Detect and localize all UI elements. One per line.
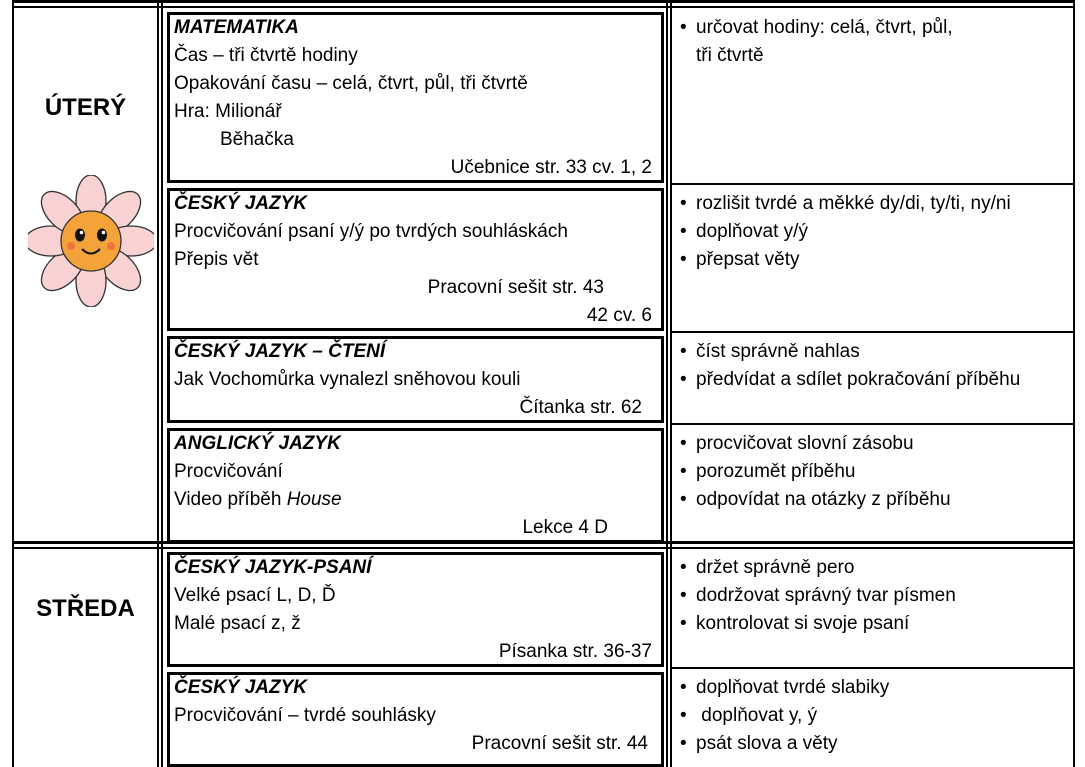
goal-item: • porozumět příběhu xyxy=(680,461,856,482)
lesson-subject: ČESKÝ JAZYK-PSANÍ xyxy=(174,557,372,578)
lesson-line: Procvičování – tvrdé souhlásky xyxy=(174,705,436,726)
lesson-reference: Pracovní sešit str. 44 xyxy=(471,733,648,754)
goal-item: • psát slova a věty xyxy=(680,733,838,754)
lesson-subject: ČESKÝ JAZYK xyxy=(174,193,308,214)
lesson-line: Procvičování xyxy=(174,461,283,482)
lesson-line-video xyxy=(174,486,342,514)
lesson-line: Čas – tři čtvrtě hodiny xyxy=(174,45,358,66)
day-label-wednesday: STŘEDA xyxy=(36,595,135,622)
day-label-tuesday: ÚTERÝ xyxy=(44,94,127,121)
lesson-line: Malé psací z, ž xyxy=(174,613,301,634)
video-title: House xyxy=(286,489,342,510)
goal-item-continued: tři čtvrtě xyxy=(696,45,764,66)
lesson-line: Opakování času – celá, čtvrt, půl, tři čtvrtě xyxy=(174,73,528,94)
lesson-reference: Pracovní sešit str. 43 xyxy=(427,277,604,298)
goal-item: • dodržovat správný tvar písmen xyxy=(680,585,956,606)
lesson-line: Přepis vět xyxy=(174,249,259,270)
goal-item: • doplňovat y, ý xyxy=(680,705,818,726)
lesson-reference: 42 cv. 6 xyxy=(586,305,652,326)
lesson-reference: Učebnice str. 33 cv. 1, 2 xyxy=(450,157,652,178)
flower-icon xyxy=(28,175,154,307)
video-prefix: Video příběh xyxy=(174,489,287,510)
lesson-subject: MATEMATIKA xyxy=(174,17,299,38)
lesson-line: Velké psací L, D, Ď xyxy=(174,585,336,606)
lesson-line: Procvičování psaní y/ý po tvrdých souhláskách xyxy=(174,221,568,242)
goal-item: • kontrolovat si svoje psaní xyxy=(680,613,910,634)
lesson-reference: Písanka str. 36-37 xyxy=(498,641,652,662)
goal-item: • doplňovat tvrdé slabiky xyxy=(680,677,890,698)
lesson-reference: Lekce 4 D xyxy=(522,517,608,538)
goal-item: • doplňovat y/ý xyxy=(680,221,808,242)
goal-item: • předvídat a sdílet pokračování příběhu xyxy=(680,369,1021,390)
lesson-line: Hra: Milionář xyxy=(174,101,282,122)
goal-item: • odpovídat na otázky z příběhu xyxy=(680,489,951,510)
goal-item: • přepsat věty xyxy=(680,249,800,270)
goal-item: • určovat hodiny: celá, čtvrt, půl, xyxy=(680,17,953,38)
lesson-reference: Čítanka str. 62 xyxy=(519,397,642,418)
lesson-subject: ČESKÝ JAZYK – ČTENÍ xyxy=(174,341,386,362)
goal-item: • držet správně pero xyxy=(680,557,855,578)
lesson-subject: ČESKÝ JAZYK xyxy=(174,677,308,698)
goal-item: • číst správně nahlas xyxy=(680,341,860,362)
goal-item: • procvičovat slovní zásobu xyxy=(680,433,914,454)
goal-item: • rozlišit tvrdé a měkké dy/di, ty/ti, ny/ni xyxy=(680,193,1011,214)
lesson-line: Běhačka xyxy=(220,129,294,150)
lesson-line: Jak Vochomůrka vynalezl sněhovou kouli xyxy=(174,369,521,390)
lesson-subject: ANGLICKÝ JAZYK xyxy=(174,433,341,454)
